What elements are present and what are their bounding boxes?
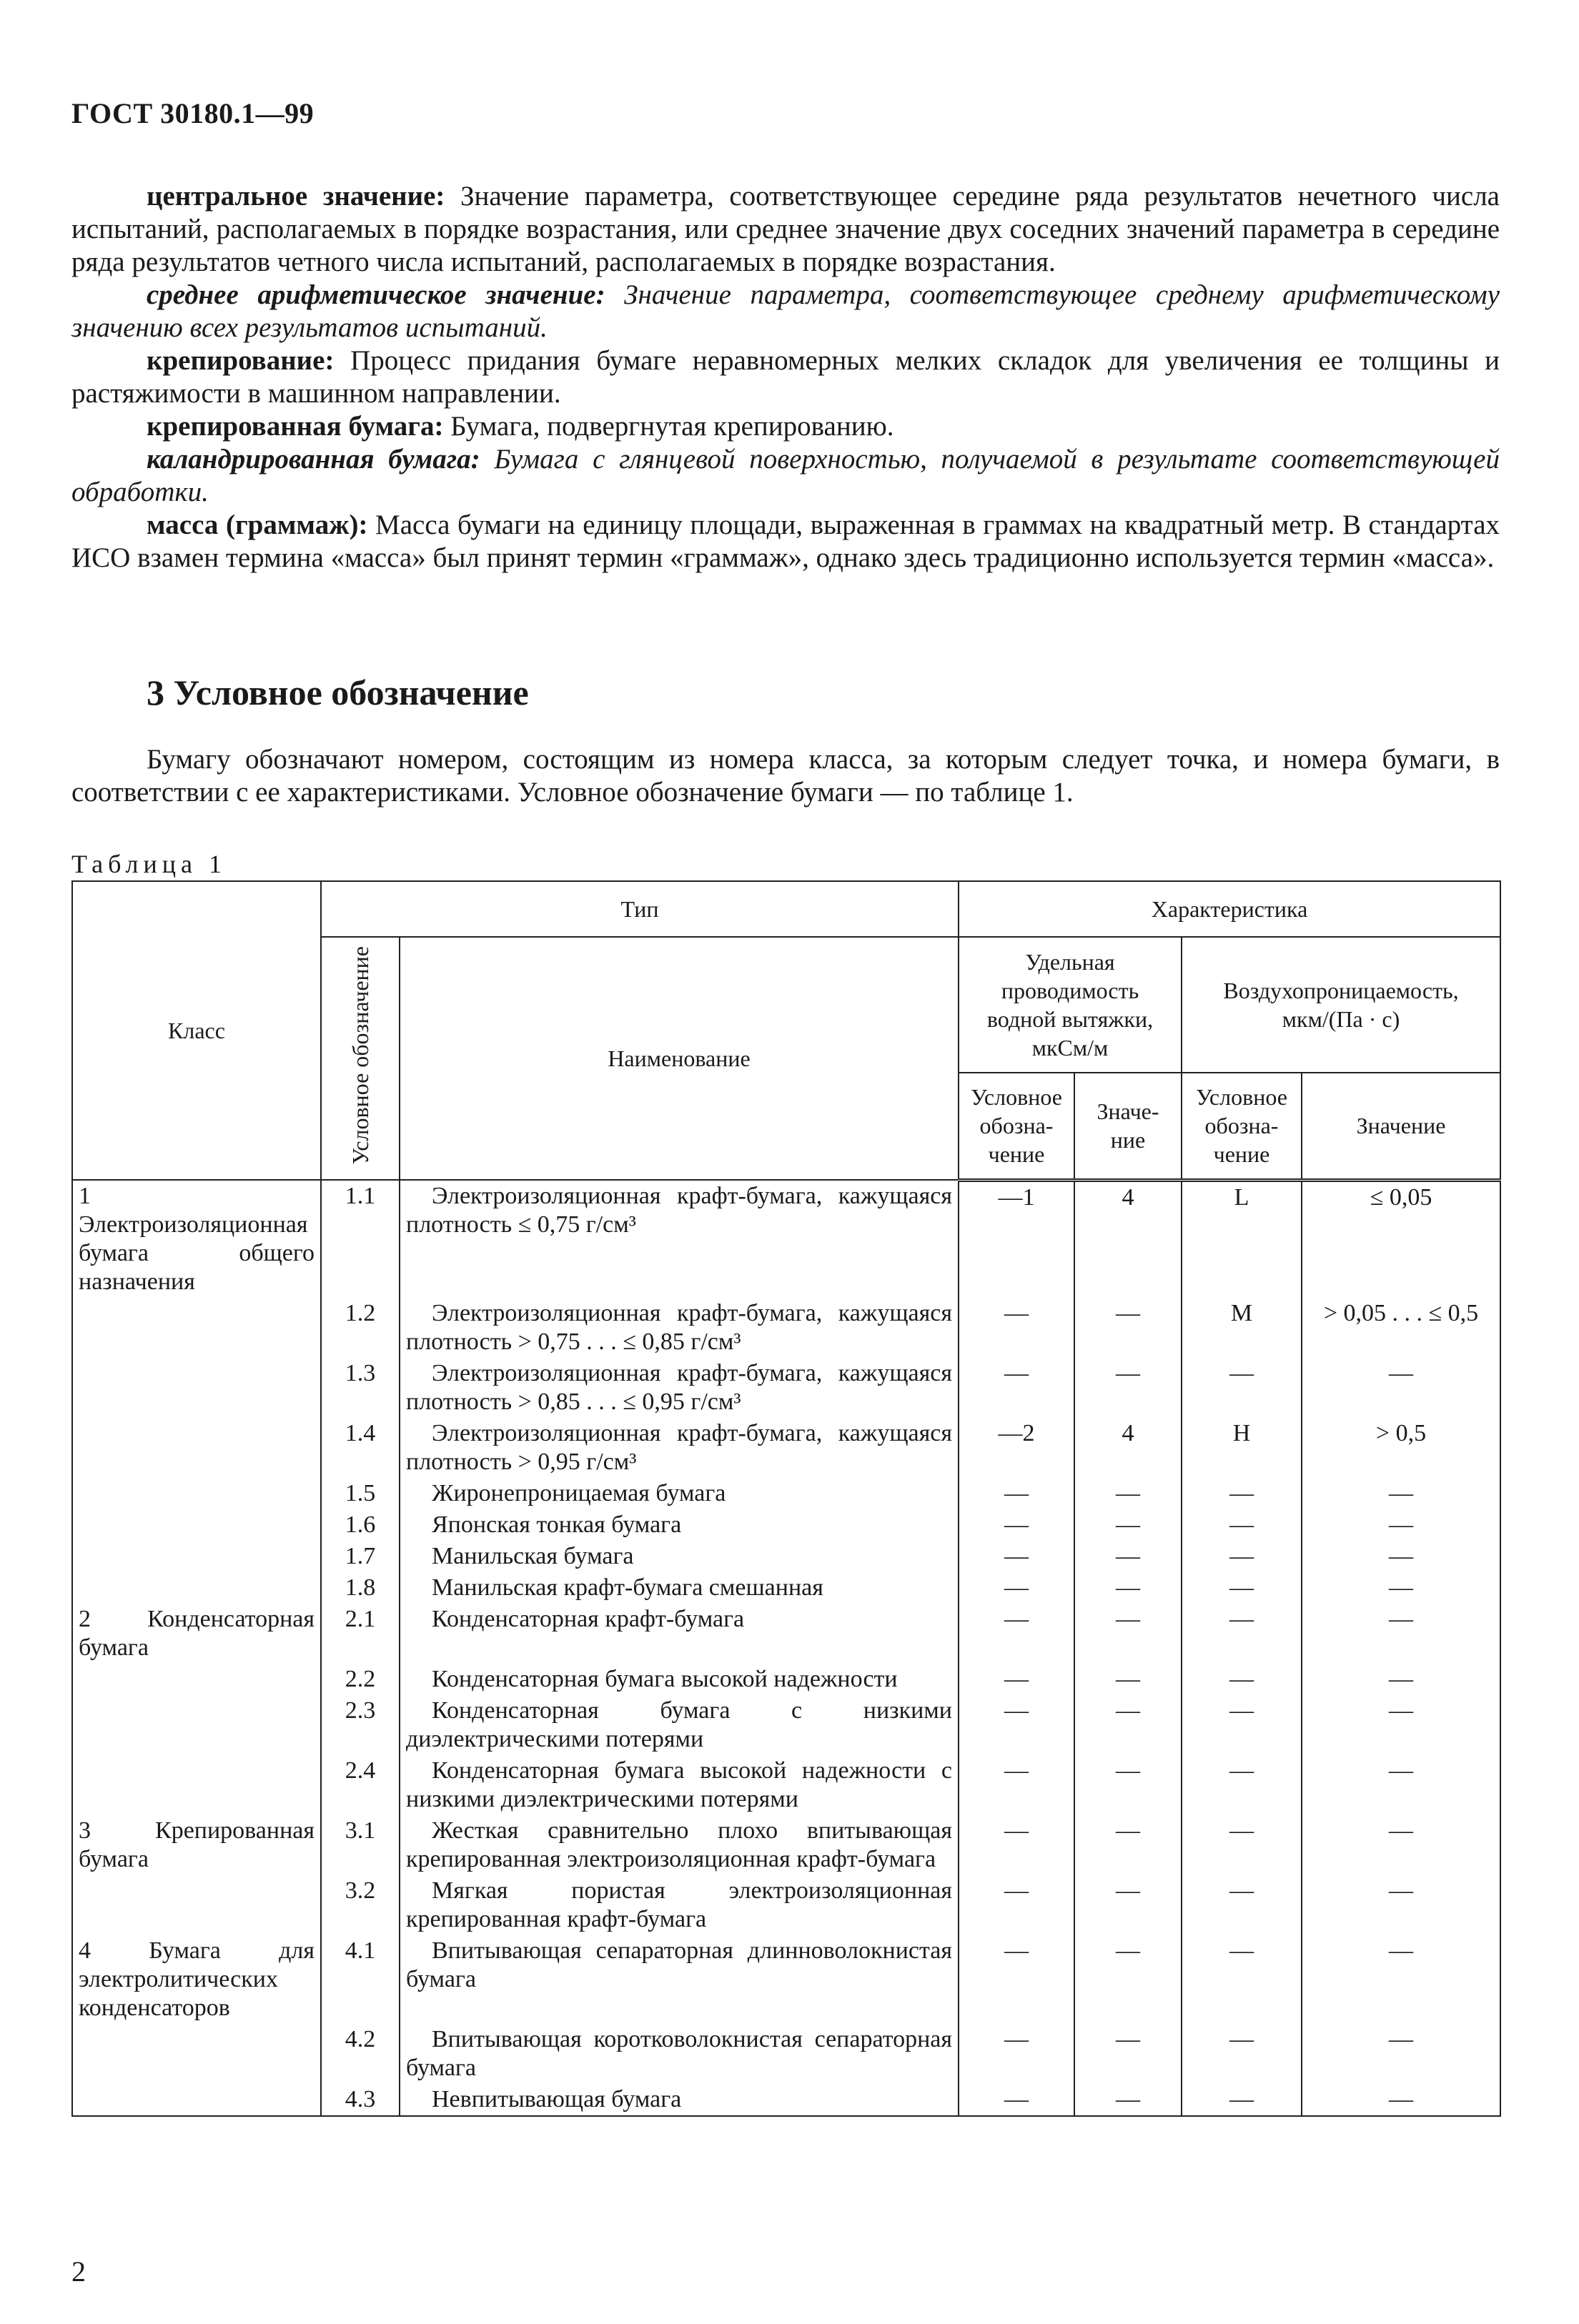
code-cell: 1.6 <box>321 1509 400 1541</box>
class-cell <box>72 1572 321 1604</box>
air-value-cell: > 0,05 . . . ≤ 0,5 <box>1302 1298 1500 1358</box>
conductivity-value-cell: — <box>1074 1358 1182 1418</box>
table-wrapper <box>71 880 1500 2117</box>
definition-text: Бумага с глянцевой поверхностью, получаемой в результате соответствующей обработки. <box>71 444 1500 507</box>
section-paragraph-text: Бумагу обозначают номером, состоящим из номера класса, за которым следует точка, и номера бумаги, в соответствии с ее характеристиками. Условное обозначение бумаги — по таблице 1. <box>71 744 1500 808</box>
air-code-cell: — <box>1182 1935 1302 2024</box>
definition-paragraph <box>71 509 1500 575</box>
table-row <box>72 1875 1500 1935</box>
name-cell: Жесткая сравнительно плохо впитывающая крепированная электроизоляционная крафт-бумага <box>400 1815 959 1875</box>
code-cell: 1.3 <box>321 1358 400 1418</box>
air-value-cell: — <box>1302 1541 1500 1572</box>
air-code-cell: — <box>1182 1664 1302 1695</box>
air-value-cell: — <box>1302 1478 1500 1509</box>
definition-paragraph <box>71 344 1500 410</box>
conductivity-code-cell: — <box>959 1695 1074 1755</box>
name-cell: Жиронепроницаемая бумага <box>400 1478 959 1509</box>
name-cell: Электроизоляционная крафт-бумага, кажущаяся плотность ≤ 0,75 г/см³ <box>400 1180 959 1298</box>
table-row <box>72 1509 1500 1541</box>
conductivity-code-cell: — <box>959 1358 1074 1418</box>
air-code-cell: — <box>1182 1815 1302 1875</box>
section-title: 3 Условное обозначение <box>147 672 529 712</box>
code-cell: 4.3 <box>321 2084 400 2116</box>
name-cell: Впитывающая сепараторная длинноволокнистая бумага <box>400 1935 959 2024</box>
table-row <box>72 1695 1500 1755</box>
class-cell <box>72 1418 321 1478</box>
conductivity-value-cell: — <box>1074 1755 1182 1815</box>
conductivity-value-cell: — <box>1074 1695 1182 1755</box>
name-cell: Японская тонкая бумага <box>400 1509 959 1541</box>
conductivity-code-cell: — <box>959 1604 1074 1664</box>
conductivity-code-cell: — <box>959 1509 1074 1541</box>
class-cell <box>72 1664 321 1695</box>
conductivity-value-cell: — <box>1074 1604 1182 1664</box>
code-cell: 2.2 <box>321 1664 400 1695</box>
conductivity-code-cell: — <box>959 2024 1074 2084</box>
name-cell: Конденсаторная крафт-бумага <box>400 1604 959 1664</box>
definition-paragraph <box>71 279 1500 344</box>
code-cell: 3.2 <box>321 1875 400 1935</box>
paper-classification-table <box>71 880 1501 2117</box>
air-code-cell: — <box>1182 1695 1302 1755</box>
definition-text: Значение параметра, соответствующее среднему арифметическому значению всех результатов испытаний. <box>71 279 1500 343</box>
code-cell: 2.4 <box>321 1755 400 1815</box>
table-row <box>72 1418 1500 1478</box>
definition-term: крепирование: <box>147 345 335 376</box>
conductivity-value-cell: — <box>1074 2024 1182 2084</box>
definitions-block <box>71 180 1500 575</box>
header-klass: Класс <box>72 881 321 1180</box>
definition-term: крепированная бумага: <box>147 411 444 442</box>
air-value-cell: — <box>1302 1358 1500 1418</box>
conductivity-code-cell: — <box>959 1478 1074 1509</box>
conductivity-value-cell: — <box>1074 1935 1182 2024</box>
table-row <box>72 1478 1500 1509</box>
conductivity-code-cell: —1 <box>959 1180 1074 1298</box>
table-row <box>72 1180 1500 1298</box>
table-row <box>72 1935 1500 2024</box>
conductivity-value-cell: — <box>1074 1815 1182 1875</box>
conductivity-code-cell: — <box>959 1572 1074 1604</box>
code-cell: 2.1 <box>321 1604 400 1664</box>
table-row <box>72 1815 1500 1875</box>
header-vozduh: Воздухопроницаемость, мкм/(Па · с) <box>1182 937 1500 1073</box>
code-cell: 4.1 <box>321 1935 400 2024</box>
definition-text: Бумага, подвергнутая крепированию. <box>443 411 894 442</box>
table-body <box>72 1180 1500 2116</box>
conductivity-code-cell: — <box>959 1815 1074 1875</box>
conductivity-code-cell: — <box>959 1541 1074 1572</box>
conductivity-code-cell: — <box>959 1875 1074 1935</box>
definition-term: среднее арифметическое значение: <box>147 279 605 310</box>
header-uslovnoe-oboznachenie-2: Условное обозна-чение <box>1182 1073 1302 1180</box>
code-cell: 3.1 <box>321 1815 400 1875</box>
code-cell: 4.2 <box>321 2024 400 2084</box>
header-naimenovanie: Наименование <box>400 937 959 1180</box>
definition-paragraph <box>71 180 1500 279</box>
class-cell <box>72 1358 321 1418</box>
conductivity-value-cell: — <box>1074 1509 1182 1541</box>
code-cell: 1.7 <box>321 1541 400 1572</box>
definition-text: Значение параметра, соответствующее середине ряда результатов нечетного числа испытаний, располагаемых в порядке возрастания, или среднее значение двух соседних значений параметра в середине ряда результатов четного числа испытаний, располагаемых в порядке возрастания. <box>71 181 1500 277</box>
code-cell: 1.8 <box>321 1572 400 1604</box>
conductivity-code-cell: — <box>959 2084 1074 2116</box>
air-code-cell: M <box>1182 1298 1302 1358</box>
name-cell: Конденсаторная бумага высокой надежности <box>400 1664 959 1695</box>
definition-term: каландрированная бумага: <box>147 444 480 475</box>
class-cell <box>72 1509 321 1541</box>
class-cell: 1 Электроизоляционная бумага общего назначения <box>72 1180 321 1298</box>
air-code-cell: — <box>1182 1755 1302 1815</box>
name-cell: Манильская крафт-бумага смешанная <box>400 1572 959 1604</box>
header-uslovnoe-vertical <box>321 937 400 1180</box>
class-cell <box>72 2024 321 2084</box>
air-code-cell: — <box>1182 1604 1302 1664</box>
table-row <box>72 1755 1500 1815</box>
table-row <box>72 2084 1500 2116</box>
name-cell: Манильская бумага <box>400 1541 959 1572</box>
definition-term: масса (граммаж): <box>147 510 368 540</box>
air-value-cell: — <box>1302 1815 1500 1875</box>
class-cell <box>72 1695 321 1755</box>
air-code-cell: L <box>1182 1180 1302 1298</box>
air-value-cell: — <box>1302 1572 1500 1604</box>
air-value-cell: — <box>1302 2084 1500 2116</box>
air-value-cell: — <box>1302 1604 1500 1664</box>
class-cell <box>72 1478 321 1509</box>
air-code-cell: — <box>1182 1572 1302 1604</box>
conductivity-code-cell: — <box>959 1664 1074 1695</box>
air-code-cell: — <box>1182 2084 1302 2116</box>
name-cell: Конденсаторная бумага с низкими диэлектрическими потерями <box>400 1695 959 1755</box>
code-cell: 1.5 <box>321 1478 400 1509</box>
class-cell <box>72 1298 321 1358</box>
air-value-cell: ≤ 0,05 <box>1302 1180 1500 1298</box>
header-tip: Тип <box>321 881 959 937</box>
header-provodimost: Удельная проводимость водной вытяжки, мкСм/м <box>959 937 1182 1073</box>
air-code-cell: — <box>1182 1358 1302 1418</box>
table-caption: Таблица 1 <box>71 850 227 878</box>
table-row <box>72 1358 1500 1418</box>
conductivity-code-cell: —2 <box>959 1418 1074 1478</box>
conductivity-code-cell: — <box>959 1935 1074 2024</box>
conductivity-value-cell: — <box>1074 1478 1182 1509</box>
air-value-cell: — <box>1302 1664 1500 1695</box>
air-code-cell: — <box>1182 1875 1302 1935</box>
air-code-cell: — <box>1182 1478 1302 1509</box>
header-uslovnoe-oboznachenie-1: Условное обозна-чение <box>959 1073 1074 1180</box>
definition-paragraph <box>71 410 1500 443</box>
table-row <box>72 1572 1500 1604</box>
conductivity-value-cell: — <box>1074 1664 1182 1695</box>
code-cell: 1.1 <box>321 1180 400 1298</box>
code-cell: 2.3 <box>321 1695 400 1755</box>
class-cell <box>72 1541 321 1572</box>
class-cell <box>72 2084 321 2116</box>
name-cell: Впитывающая коротковолокнистая сепараторная бумага <box>400 2024 959 2084</box>
conductivity-value-cell: 4 <box>1074 1418 1182 1478</box>
class-cell: 4 Бумага для электролитических конденсаторов <box>72 1935 321 2024</box>
class-cell <box>72 1875 321 1935</box>
code-cell: 1.4 <box>321 1418 400 1478</box>
conductivity-value-cell: — <box>1074 1541 1182 1572</box>
definition-term: центральное значение: <box>147 181 445 212</box>
conductivity-code-cell: — <box>959 1755 1074 1815</box>
definition-paragraph <box>71 443 1500 509</box>
air-value-cell: — <box>1302 1875 1500 1935</box>
air-code-cell: — <box>1182 1509 1302 1541</box>
page-number: 2 <box>71 2255 86 2288</box>
table-row <box>72 1541 1500 1572</box>
name-cell: Мягкая пористая электроизоляционная крепированная крафт-бумага <box>400 1875 959 1935</box>
header-harakteristika: Характеристика <box>959 881 1500 937</box>
table-row <box>72 1604 1500 1664</box>
air-value-cell: > 0,5 <box>1302 1418 1500 1478</box>
air-value-cell: — <box>1302 1755 1500 1815</box>
air-code-cell: — <box>1182 1541 1302 1572</box>
name-cell: Конденсаторная бумага высокой надежности с низкими диэлектрическими потерями <box>400 1755 959 1815</box>
header-znachenie-2: Значение <box>1302 1073 1500 1180</box>
section-paragraph <box>71 743 1500 809</box>
header-znachenie-1: Значе-ние <box>1074 1073 1182 1180</box>
definition-text: Процесс придания бумаге неравномерных мелких складок для увеличения ее толщины и растяжимости в машинном направлении. <box>71 345 1500 409</box>
conductivity-value-cell: — <box>1074 2084 1182 2116</box>
name-cell: Электроизоляционная крафт-бумага, кажущаяся плотность > 0,75 . . . ≤ 0,85 г/см³ <box>400 1298 959 1358</box>
air-value-cell: — <box>1302 2024 1500 2084</box>
air-code-cell: H <box>1182 1418 1302 1478</box>
conductivity-value-cell: — <box>1074 1298 1182 1358</box>
table-row <box>72 1298 1500 1358</box>
document-header: ГОСТ 30180.1—99 <box>71 97 315 129</box>
class-cell <box>72 1755 321 1815</box>
conductivity-value-cell: — <box>1074 1875 1182 1935</box>
air-value-cell: — <box>1302 1509 1500 1541</box>
air-value-cell: — <box>1302 1695 1500 1755</box>
definition-text: Масса бумаги на единицу площади, выраженная в граммах на квадратный метр. В стандартах ИСО взамен термина «масса» был принят термин «граммаж», однако здесь традиционно используется термин «масса». <box>71 510 1500 573</box>
class-cell: 2 Конденсаторная бумага <box>72 1604 321 1664</box>
air-value-cell: — <box>1302 1935 1500 2024</box>
table-row <box>72 1664 1500 1695</box>
code-cell: 1.2 <box>321 1298 400 1358</box>
conductivity-value-cell: — <box>1074 1572 1182 1604</box>
conductivity-value-cell: 4 <box>1074 1180 1182 1298</box>
header-uslovnoe-text: Условное обозначение <box>347 945 373 1165</box>
name-cell: Электроизоляционная крафт-бумага, кажущаяся плотность > 0,95 г/см³ <box>400 1418 959 1478</box>
name-cell: Невпитывающая бумага <box>400 2084 959 2116</box>
name-cell: Электроизоляционная крафт-бумага, кажущаяся плотность > 0,85 . . . ≤ 0,95 г/см³ <box>400 1358 959 1418</box>
air-code-cell: — <box>1182 2024 1302 2084</box>
conductivity-code-cell: — <box>959 1298 1074 1358</box>
class-cell: 3 Крепированная бумага <box>72 1815 321 1875</box>
table-row <box>72 2024 1500 2084</box>
